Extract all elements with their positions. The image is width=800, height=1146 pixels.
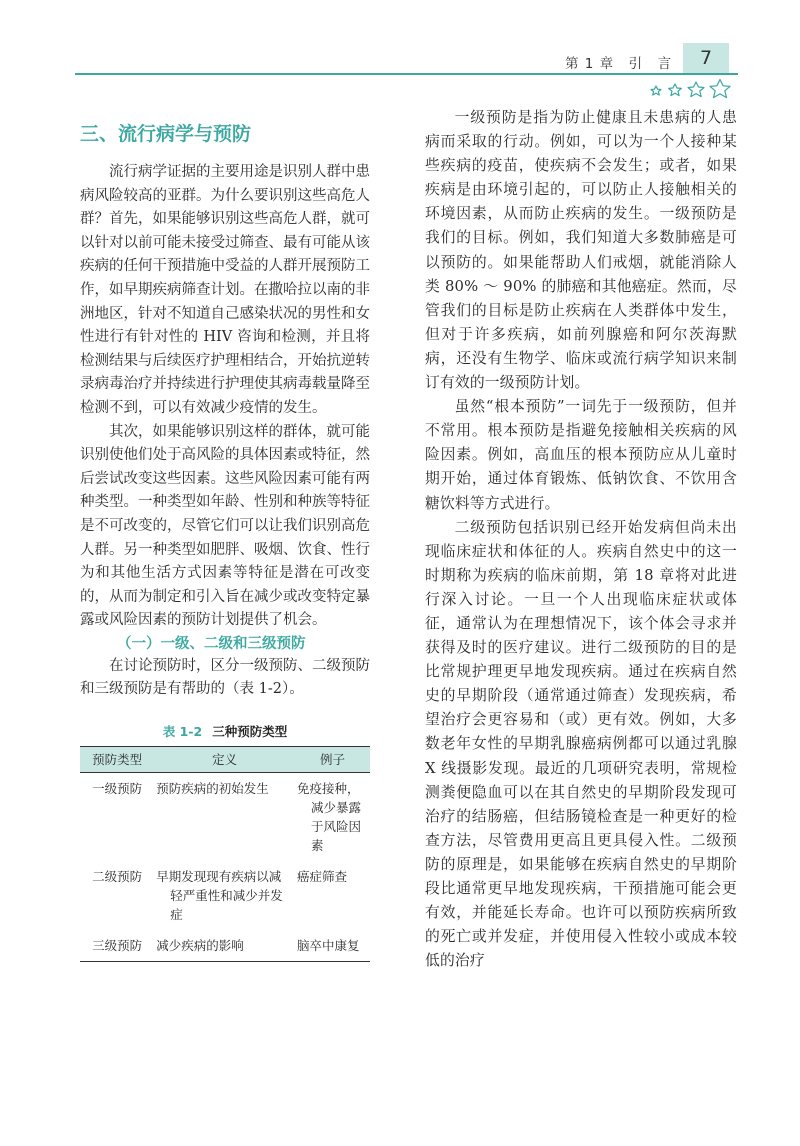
table-cell-type: 二级预防 (92, 869, 143, 885)
subsection-title: （一）一级、二级和三级预防 (117, 635, 306, 652)
table-cell-type: 一级预防 (92, 781, 143, 797)
table-cell-type: 三级预防 (92, 938, 143, 954)
body-paragraph: 在讨论预防时，区分一级预防、二级预防和三级预防是有帮助的（表 1-2）。 (80, 657, 370, 698)
table-row (80, 773, 370, 862)
star-outline-icon (710, 80, 730, 98)
table-header-cell: 预防类型 (80, 747, 154, 773)
left-column (80, 120, 370, 962)
table-row (80, 861, 370, 930)
right-column (425, 106, 737, 973)
star-outline-icon (669, 84, 682, 96)
table-header-cell: 例子 (295, 747, 370, 773)
body-paragraph: 一级预防是指为防止健康且未患病的人患病而采取的行动。例如，可以为一个人接种某些疾病的疫苗，使疾病不会发生；或者，如果疾病是由环境引起的，可以防止人接触相关的环境因素，从而防止疾病的发生。一级预防是我们的目标。例如，我们知道大多数肺癌是可以预防的。如果能帮助人们戒烟，就能消除人类 80% ～ 90% 的肺癌和其他癌症。然而，尽管我们的目标是防止疾病在人类群体中发生，但对于许多疾病，如前列腺癌和阿尔茨海默病，还没有生物学、临床或流行病学知识来制订有效的一级预防计划。 (425, 109, 737, 392)
table-title: 三种预防类型 (212, 724, 288, 740)
table-cell-definition: 预防疾病的初始发生 (156, 781, 269, 797)
table-cell-example: 免疫接种，减少暴露于风险因素 (296, 781, 361, 854)
prevention-types-table (80, 746, 370, 962)
section-title: 三、流行病学与预防 (80, 123, 252, 145)
table-cell-definition: 减少疾病的影响 (156, 938, 244, 954)
body-paragraph: 二级预防包括识别已经开始发病但尚未出现临床症状和体征的人。疾病自然史中的这一时期称为疾病的临床前期，第 18 章将对此进行深入讨论。一旦一个人出现临床症状或体征，通常认为在理想情况下，该个体会寻求并获得及时的医疗建议。进行二级预防的目的是比常规护理更早地发现疾病。通过在疾病自然史的早期阶段（通常通过筛查）发现疾病，希望治疗会更容易和（或）更有效。例如，大多数老年女性的早期乳腺癌病例都可以通过乳腺 X 线摄影发现。最近的几项研究表明，常规检测粪便隐血可以在其自然史的早期阶段发现可治疗的结肠癌，但结肠镜检查是一种更好的检查方法，尽管费用更高且更具侵入性。二级预防的原理是，如果能够在疾病自然史的早期阶段比通常更早地发现疾病，干预措施可能会更有效，并能延长寿命。也许可以预防疾病所致的死亡或并发症，并使用侵入性较小或成本较低的治疗 (425, 518, 737, 970)
table-cell-definition: 早期发现现有疾病以减轻严重性和减少并发症 (156, 869, 283, 923)
table-caption (80, 722, 370, 740)
table-header-row (80, 747, 370, 773)
page-number: 7 (683, 43, 729, 73)
table-cell-example: 癌症筛查 (296, 869, 347, 885)
body-paragraph: 其次，如果能够识别这样的群体，就可能识别使他们处于高风险的具体因素或特征，然后尝试改变这些因素。这些风险因素可能有两种类型。一种类型如年龄、性别和种族等特征是不可改变的，尽管它们可以让我们识别高危人群。另一种类型如肥胖、吸烟、饮食、性行为和其他生活方式因素等特征是潜在可改变的，从而为制定和引入旨在减少或改变特定暴露或风险因素的预防计划提供了机会。 (80, 423, 370, 629)
table-header-cell: 定义 (154, 747, 295, 773)
body-paragraph: 虽然“根本预防”一词先于一级预防，但并不常用。根本预防是指避免接触相关疾病的风险因素。例如，高血压的根本预防应从儿童时期开始，通过体育锻炼、低钠饮食、不饮用含糖饮料等方式进行。 (425, 398, 737, 512)
star-outline-icon (688, 82, 704, 97)
table-row (80, 930, 370, 962)
table-cell-example: 脑卒中康复 (296, 938, 360, 954)
table-number: 表 1-2 (162, 724, 203, 740)
star-outline-icon (651, 86, 661, 95)
running-header-chapter: 第 1 章 引 言 (565, 56, 673, 72)
body-paragraph: 流行病学证据的主要用途是识别人群中患病风险较高的亚群。为什么要识别这些高危人群？首先，如果能够识别这些高危人群，就可以针对以前可能未接受过筛查、最有可能从该疾病的任何干预措施中受益的人群开展预防工作，如早期疾病筛查计划。在撒哈拉以南的非洲地区，针对不知道自己感染状况的男性和女性进行有针对性的 HIV 咨询和检测，并且将检测结果与后续医疗护理相结合，开始抗逆转录病毒治疗并持续进行护理使其病毒载量降至检测不到，可以有效减少疫情的发生。 (80, 164, 370, 416)
rating-stars (648, 78, 740, 100)
